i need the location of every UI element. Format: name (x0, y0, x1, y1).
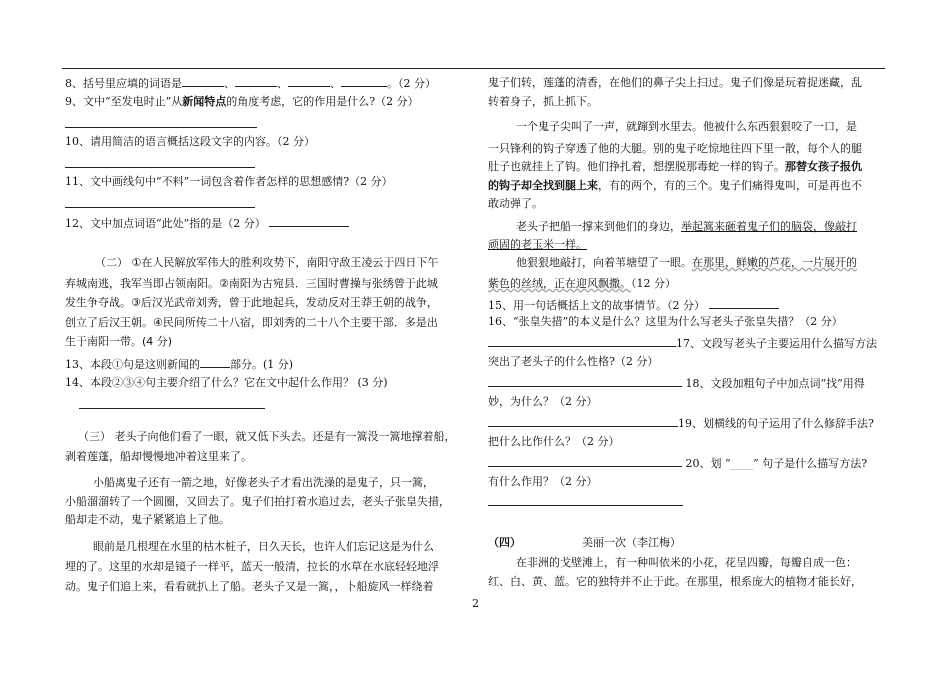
section2-line: 生于南阳一带。(4 分) (65, 335, 173, 348)
story-line (516, 219, 857, 235)
question-20 (488, 455, 867, 473)
answer-blank[interactable] (288, 75, 330, 87)
story-line: 一个鬼子尖叫了一声，就蹿到水里去。他被什么东西狠狠咬了一口，是 (516, 120, 857, 133)
section3-line: 小船溜溜转了一个圆圈，又回去了。鬼子们拍打着水追过去，老头子张皇失措， (65, 495, 450, 508)
story-text: 肚子也就挂上了钩。他们挣扎着，想摆脱那毒蛇一样的钩子。 (488, 160, 785, 173)
story-text: 他狠狠地敲打，向着苇塘望了一眼。 (516, 256, 692, 269)
question-text: 的角度考虑，它的作用是什么?（2 分） (226, 95, 419, 108)
answer-blank[interactable] (709, 297, 779, 309)
underlined-sentence: 顽固的老玉米一样。 (488, 238, 587, 251)
question-12 (65, 215, 349, 232)
section3-line: 眼前是几根埋在水里的枯木桩子，日久天长，也许人们忘记这是为什么 (93, 540, 434, 553)
question-text: 19、划横线的句子运用了什么修辞手法? (678, 417, 874, 430)
story-line: 鬼子们转，莲蓬的清香，在他们的鼻子尖上扫过。鬼子们像是玩着捉迷藏，乱 (488, 76, 862, 89)
answer-blank[interactable] (488, 375, 682, 387)
answer-line-10[interactable] (65, 167, 255, 168)
question-11: 11、文中画线句中“不料”一词包含着作者怎样的思想感情?（2 分） (65, 175, 393, 188)
question-13 (65, 356, 293, 373)
section2-line: 发生争夺战。③后汉光武帝刘秀，曾于此地起兵，发动反对王莽王朝的战争， (65, 296, 438, 309)
separator: 、 (277, 77, 288, 90)
question-text: 15、用一句话概括上文的故事情节。（2 分） (488, 299, 705, 312)
story-line: 一只锋利的钩子穿透了他的大腿。别的鬼子吃惊地往四下里一散，每个人的腿 (488, 142, 862, 155)
section3-line: 船却走不动，鬼子紧紧追上了他。 (65, 513, 230, 526)
question-9 (65, 94, 419, 110)
section3-line: 小船离鬼子还有一箭之地，好像老头子才看出洗澡的是鬼子，只一篙， (93, 476, 434, 489)
points: （12 分） (631, 277, 676, 290)
question-19 (488, 415, 874, 432)
answer-line-14[interactable] (79, 408, 265, 409)
story-text: 老头子把船一撑来到他们的身边， (516, 220, 681, 233)
question-16: 16、“张皇失措”的本义是什么？这里为什么写老头子张皇失措？（2 分） (488, 315, 843, 328)
question-text: 12、文中加点词语“此处”指的是（2 分） (65, 217, 266, 230)
separator: 、 (330, 77, 341, 90)
section4-title: 美丽一次（李江梅） (582, 536, 681, 549)
question-20-cont: 有什么作用？（2 分） (488, 475, 598, 488)
story-line (488, 276, 676, 292)
section2-line: （二） ①在人民解放军伟大的胜利攻势下，南阳守敌王凌云于四日下午 (95, 256, 439, 269)
answer-blank[interactable] (235, 75, 277, 87)
bold-term: 新闻特点 (182, 95, 227, 108)
story-line: 转着身子，抓上抓下。 (488, 95, 598, 108)
question-text: 部分。(1 分) (230, 358, 294, 371)
answer-line-11[interactable] (65, 207, 255, 208)
answer-blank[interactable] (488, 415, 678, 427)
header-rule (62, 68, 885, 69)
question-text: 18、文段加粗句子中加点词“找”用得 (685, 377, 865, 390)
story-line (516, 255, 857, 271)
section2-line: 创立了后汉王朝。④民间所传二十八宿，即刘秀的二十八个主要干部．多是出 (65, 316, 438, 329)
bold-sentence: 那替女孩子报仇 (785, 160, 862, 173)
section3-line: 剥着莲蓬，船却慢慢地冲着这里来了。 (65, 450, 252, 463)
story-line (488, 159, 862, 175)
section4-label (488, 535, 521, 551)
question-17 (488, 335, 877, 352)
question-18 (488, 375, 865, 392)
question-19-cont: 把什么比作什么？（2 分） (488, 435, 620, 448)
section4-line: 在非洲的戈壁滩上，有一种叫依米的小花，花呈四瓣，每瓣自成一色： (516, 556, 857, 569)
answer-blank[interactable] (341, 75, 387, 87)
question-text: 9、文中“至发电时止”从 (65, 95, 183, 108)
story-text: ，有的两个，有的三个。鬼子们痛得鬼叫，可是再也不 (598, 179, 862, 192)
section-label: （四） (488, 536, 521, 549)
question-text: 17、文段写老头子主要运用什么描写方法 (676, 337, 877, 350)
question-text: ” 句子是什么描写方法? (753, 457, 868, 470)
section3-line: 动。鬼子们追上来，看看就扒上了船。老头子又是一篙，，卜船旋风一样绕着 (65, 580, 434, 593)
answer-line-20[interactable] (488, 505, 683, 506)
question-text: 20、划 “ (685, 457, 731, 470)
wavy-underlined-sentence: 在那里，鲜嫩的芦花，一片展开的 (692, 256, 857, 269)
underlined-sentence: 举起篙来砸着鬼子们的脑袋，像敲打 (681, 220, 857, 233)
points: 。（2 分） (387, 77, 436, 90)
answer-blank[interactable] (200, 356, 230, 368)
section2-line: 弃城南逃，我军当即占领南阳。②南阳为古宛县．三国时曹操与张绣曾于此城 (65, 277, 438, 290)
question-14: 14、本段②③④句主要介绍了什么？它在文中起什么作用？ (3 分) (65, 376, 388, 389)
question-15 (488, 297, 779, 314)
section3-line: （三） 老头子向他们看了一眼，就又低下头去。还是有一篙没一篙地撑着船， (78, 430, 456, 443)
answer-blank[interactable] (182, 75, 224, 87)
story-line (488, 237, 587, 253)
story-line: 敢动弹了。 (488, 197, 543, 210)
section4-line: 红、白、黄、蓝。它的独特并不止于此。在那里，根系庞大的植物才能长好， (488, 575, 862, 588)
question-10: 10、请用简洁的语言概括这段文字的内容。（2 分） (65, 135, 315, 148)
page-number: 2 (472, 597, 479, 610)
section3-line: 埋的了。这里的水却是镜子一样平，蓝天一般清，拉长的水草在水底轻轻地浮 (65, 560, 439, 573)
question-text: 8、括号里应填的词语是 (65, 77, 182, 90)
question-text: 13、本段①句是这则新闻的 (65, 358, 200, 371)
question-18-cont: 妙，为什么？（2 分） (488, 395, 598, 408)
answer-blank[interactable] (488, 455, 682, 467)
bold-sentence: 的钩子却全找到腿上来 (488, 179, 598, 192)
answer-blank[interactable] (269, 215, 349, 227)
question-8 (65, 75, 436, 92)
answer-blank[interactable] (488, 335, 676, 347)
underline-mark: _____ (730, 460, 754, 470)
separator: 、 (224, 77, 235, 90)
question-17-cont: 突出了老头子的什么性格?（2 分） (488, 355, 659, 368)
wavy-underlined-sentence: 紫色的丝绒，正在迎风飘撒。 (488, 277, 631, 290)
answer-line-9[interactable] (65, 127, 257, 128)
story-line (488, 178, 862, 194)
